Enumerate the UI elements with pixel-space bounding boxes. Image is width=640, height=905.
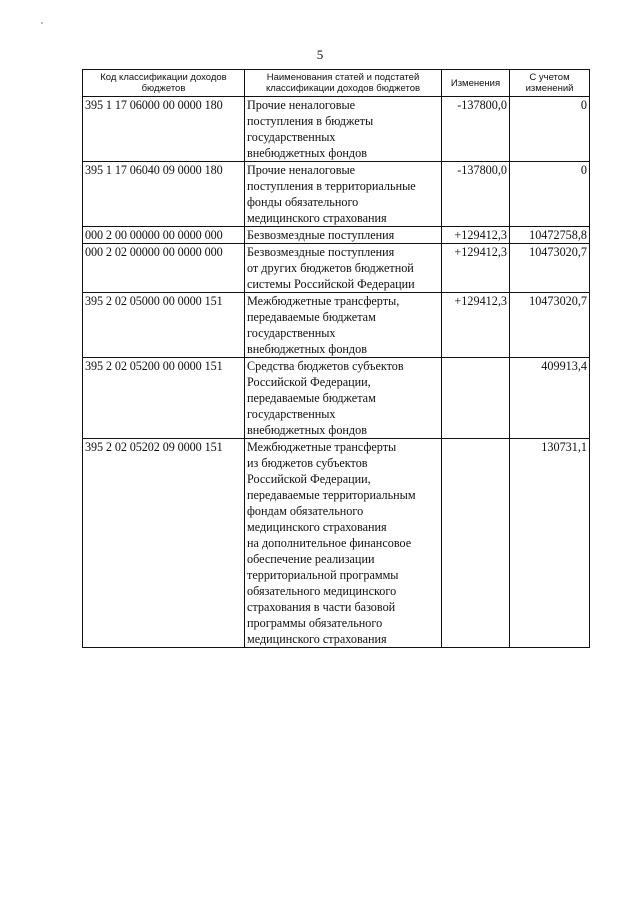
row-code: 395 1 17 06040 09 0000 180	[83, 162, 245, 227]
row-name: Прочие неналоговые поступления в бюджеты государственных внебюджетных фондов	[245, 97, 442, 162]
row-change	[442, 358, 510, 439]
header-name: Наименования статей и подстатей классификации доходов бюджетов	[245, 70, 442, 97]
row-total: 0	[510, 162, 590, 227]
table-row	[83, 97, 590, 162]
table-row	[83, 358, 590, 439]
row-name: Межбюджетные трансферты из бюджетов субъектов Российской Федерации, передаваемые территориальным фондам обязательного медицинского страхования на дополнительное финансовое обеспечение реализации территориальной программы обязательного медицинского страхования в части базовой программы обязательного медицинского страхования	[245, 439, 442, 648]
row-change: -137800,0	[442, 97, 510, 162]
row-name: Безвозмездные поступления	[245, 227, 442, 244]
budget-revenue-table	[82, 69, 590, 648]
header-change: Изменения	[442, 70, 510, 97]
header-total: С учетом изменений	[510, 70, 590, 97]
row-total: 0	[510, 97, 590, 162]
table-row	[83, 439, 590, 648]
row-total: 409913,4	[510, 358, 590, 439]
table-row	[83, 162, 590, 227]
row-code: 395 1 17 06000 00 0000 180	[83, 97, 245, 162]
page-number: 5	[316, 47, 324, 62]
row-change	[442, 439, 510, 648]
row-total: 10473020,7	[510, 293, 590, 358]
scan-artifact	[41, 22, 43, 24]
row-code: 000 2 00 00000 00 0000 000	[83, 227, 245, 244]
row-change: +129412,3	[442, 244, 510, 293]
row-total: 10472758,8	[510, 227, 590, 244]
row-change: +129412,3	[442, 227, 510, 244]
row-name: Межбюджетные трансферты, передаваемые бюджетам государственных внебюджетных фондов	[245, 293, 442, 358]
row-name: Средства бюджетов субъектов Российской Федерации, передаваемые бюджетам государственных внебюджетных фондов	[245, 358, 442, 439]
row-name: Безвозмездные поступления от других бюджетов бюджетной системы Российской Федерации	[245, 244, 442, 293]
row-code: 395 2 02 05200 00 0000 151	[83, 358, 245, 439]
row-code: 395 2 02 05000 00 0000 151	[83, 293, 245, 358]
row-total: 10473020,7	[510, 244, 590, 293]
row-code: 395 2 02 05202 09 0000 151	[83, 439, 245, 648]
table-row	[83, 244, 590, 293]
row-name: Прочие неналоговые поступления в территориальные фонды обязательного медицинского страхования	[245, 162, 442, 227]
row-code: 000 2 02 00000 00 0000 000	[83, 244, 245, 293]
table-header-row	[83, 70, 590, 97]
table-row	[83, 293, 590, 358]
row-total: 130731,1	[510, 439, 590, 648]
header-code: Код классификации доходов бюджетов	[83, 70, 245, 97]
table-row	[83, 227, 590, 244]
row-change: -137800,0	[442, 162, 510, 227]
row-change: +129412,3	[442, 293, 510, 358]
